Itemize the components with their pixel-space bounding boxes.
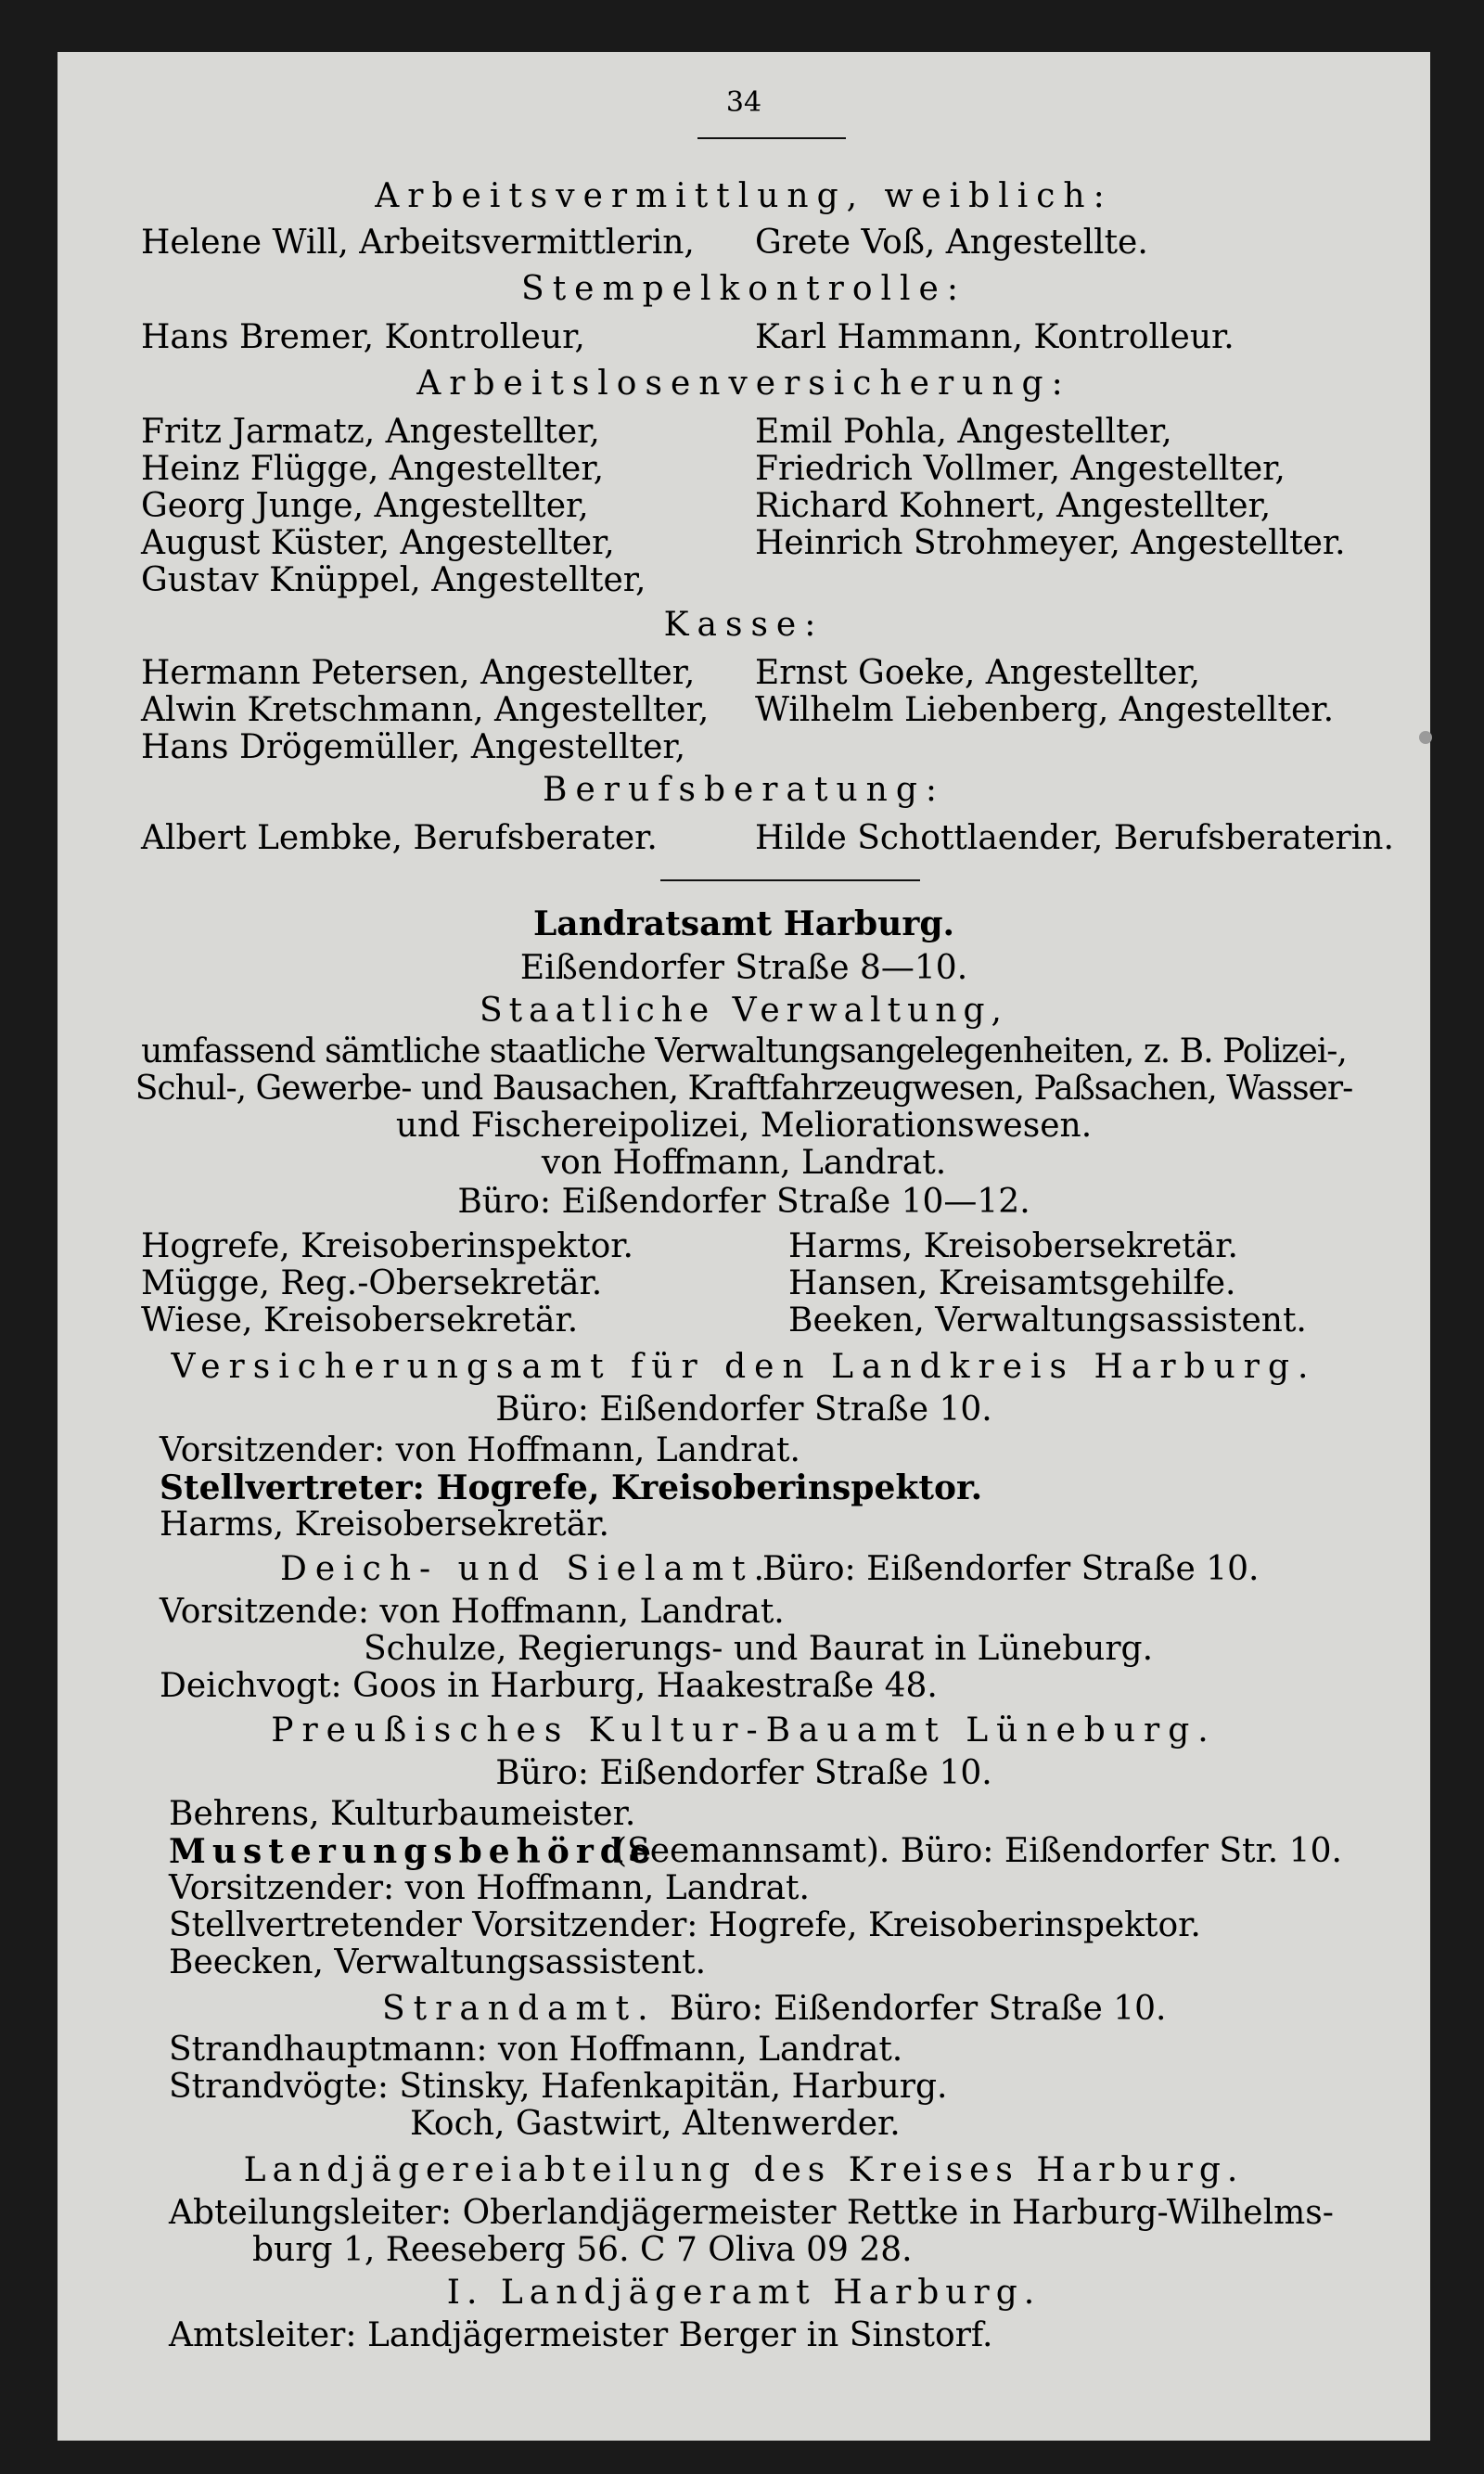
section-heading-versicherungsamt: Versicherungsamt für den Landkreis Harburg. [171, 1348, 1317, 1386]
entry-left: Hermann Petersen, Angestellter, [141, 654, 696, 692]
entry-line: Vorsitzender: von Hoffmann, Landrat. [169, 1869, 810, 1907]
section-divider [660, 879, 920, 881]
entry-line: burg 1, Reeseberg 56. C 7 Oliva 09 28. [252, 2231, 913, 2269]
entry-right: Harms, Kreisobersekretär. [788, 1227, 1238, 1265]
description-line: Schul-, Gewerbe- und Bausachen, Kraftfahrzeugwesen, Paßsachen, Wasser- [134, 1070, 1353, 1108]
entry-left: Albert Lembke, Berufsberater. [141, 819, 658, 857]
section-heading-berufsberatung: Berufsberatung: [543, 771, 945, 809]
kulturbauamt-buero: Büro: Eißendorfer Straße 10. [495, 1754, 992, 1792]
entry-right: Hilde Schottlaender, Berufsberaterin. [755, 819, 1394, 857]
versicherungsamt-buero: Büro: Eißendorfer Straße 10. [495, 1391, 992, 1429]
entry-right: Grete Voß, Angestellte. [755, 224, 1148, 262]
entry-line: Harms, Kreisobersekretär. [160, 1506, 609, 1544]
scan-speck [1419, 731, 1432, 744]
entry-left: August Küster, Angestellter, [141, 524, 615, 562]
section-heading-kulturbauamt: Preußisches Kultur-Bauamt Lüneburg. [271, 1711, 1217, 1750]
entry-left: Fritz Jarmatz, Angestellter, [141, 413, 600, 451]
section-heading-kasse: Kasse: [663, 606, 825, 644]
entry-right: Beeken, Verwaltungsassistent. [788, 1301, 1307, 1340]
entry-line: Strandhauptmann: von Hoffmann, Landrat. [169, 2031, 903, 2069]
entry-right: Emil Pohla, Angestellter, [755, 413, 1172, 451]
page-number: 34 [725, 86, 762, 119]
description-line: umfassend sämtliche staatliche Verwaltungsangelegenheiten, z. B. Polizei-, [141, 1032, 1347, 1070]
entry-left: Heinz Flügge, Angestellter, [141, 450, 605, 488]
entry-right: Ernst Goeke, Angestellter, [755, 654, 1201, 692]
entry-line: Koch, Gastwirt, Altenwerder. [410, 2105, 901, 2143]
musterungsbehoerde-buero: (Seemannsamt). Büro: Eißendorfer Str. 10. [614, 1832, 1342, 1870]
entry-right: Richard Kohnert, Angestellter, [755, 487, 1272, 525]
entry-line: Stellvertretender Vorsitzender: Hogrefe, Kreisoberinspektor. [169, 1906, 1201, 1944]
deichamt-buero: Büro: Eißendorfer Straße 10. [762, 1550, 1260, 1588]
strandamt-buero: Büro: Eißendorfer Straße 10. [670, 1990, 1167, 2028]
entry-left: Alwin Kretschmann, Angestellter, [141, 691, 710, 729]
entry-left: Mügge, Reg.-Obersekretär. [141, 1264, 603, 1302]
entry-line: Vorsitzende: von Hoffmann, Landrat. [160, 1593, 785, 1631]
description-line: und Fischereipolizei, Meliorationswesen. [395, 1107, 1093, 1145]
section-heading-landjaegeramt: I. Landjägeramt Harburg. [446, 2274, 1042, 2312]
page-number-rule [697, 137, 846, 139]
entry-line: Abteilungsleiter: Oberlandjägermeister Rettke in Harburg-Wilhelms- [169, 2194, 1334, 2232]
entry-left: Gustav Knüppel, Angestellter, [141, 561, 646, 599]
section-heading-landjaegerei: Landjägereiabteilung des Kreises Harburg. [243, 2151, 1245, 2189]
entry-right: Heinrich Strohmeyer, Angestellter. [755, 524, 1346, 562]
section-heading-arbeitslosenversicherung: Arbeitslosenversicherung: [416, 365, 1071, 403]
entry-line: Vorsitzender: von Hoffmann, Landrat. [160, 1431, 800, 1469]
entry-line: Schulze, Regierungs- und Baurat in Lüneburg. [364, 1630, 1154, 1668]
entry-line: Deichvogt: Goos in Harburg, Haakestraße 48. [160, 1667, 938, 1705]
entry-line: Stellvertreter: Hogrefe, Kreisoberinspektor. [160, 1468, 983, 1507]
entry-left: Helene Will, Arbeitsvermittlerin, [141, 224, 695, 262]
landratsamt-head: von Hoffmann, Landrat. [541, 1144, 947, 1182]
landratsamt-title: Landratsamt Harburg. [532, 904, 955, 943]
section-heading-deichamt: Deich- und Sielamt. [280, 1550, 773, 1588]
entry-line: Beecken, Verwaltungsassistent. [169, 1943, 707, 1981]
entry-right: Hansen, Kreisamtsgehilfe. [788, 1264, 1236, 1302]
entry-left: Hans Bremer, Kontrolleur, [141, 318, 585, 356]
entry-left: Wiese, Kreisobersekretär. [141, 1301, 579, 1340]
document-page [58, 52, 1430, 2441]
section-heading-stempelkontrolle: Stempelkontrolle: [521, 270, 966, 308]
section-heading-strandamt: Strandamt. [382, 1990, 657, 2028]
entry-left: Hans Drögemüller, Angestellter, [141, 728, 686, 766]
entry-right: Karl Hammann, Kontrolleur. [755, 318, 1235, 356]
entry-right: Wilhelm Liebenberg, Angestellter. [755, 691, 1335, 729]
entry-line: Amtsleiter: Landjägermeister Berger in Sinstorf. [169, 2316, 993, 2354]
entry-line: Strandvögte: Stinsky, Hafenkapitän, Harburg. [169, 2068, 948, 2106]
section-heading-staatliche-verwaltung: Staatliche Verwaltung, [480, 992, 1008, 1030]
section-heading-musterungsbehoerde: Musterungsbehörde [169, 1832, 658, 1871]
entry-right: Friedrich Vollmer, Angestellter, [755, 450, 1286, 488]
section-heading-arbeitsvermittlung: Arbeitsvermittlung, weiblich: [375, 177, 1113, 215]
landratsamt-buero: Büro: Eißendorfer Straße 10—12. [457, 1183, 1030, 1221]
landratsamt-address: Eißendorfer Straße 8—10. [519, 949, 968, 987]
entry-left: Hogrefe, Kreisoberinspektor. [141, 1227, 633, 1265]
entry-left: Georg Junge, Angestellter, [141, 487, 589, 525]
entry-line: Behrens, Kulturbaumeister. [169, 1795, 636, 1833]
